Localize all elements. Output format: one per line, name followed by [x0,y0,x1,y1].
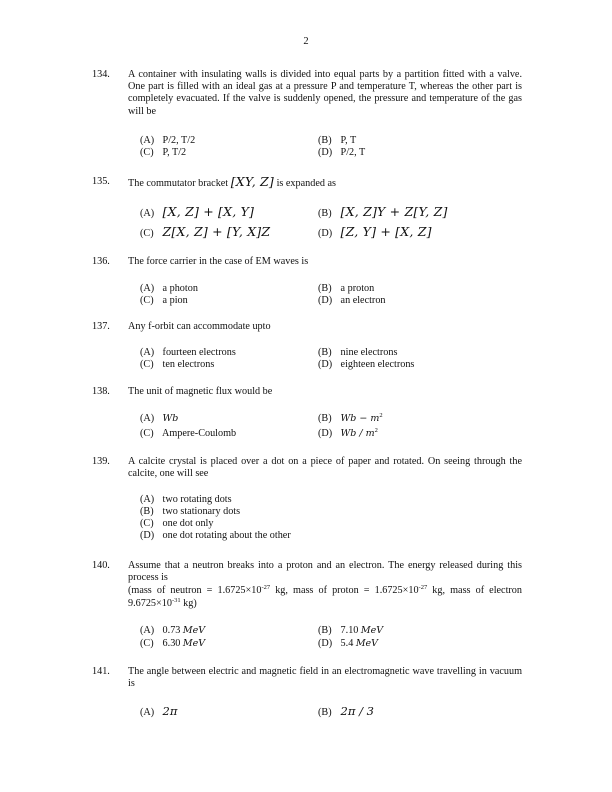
question-135 [92,176,522,190]
option-b[interactable] [318,625,383,637]
option-text: P/2, T [340,147,366,158]
question-text: A calcite crystal is placed over a dot on a piece of paper and rotated. On seeing through the calcite, one will see [128,456,522,480]
question-text: A container with insulating walls is divided into equal parts by a partition fitted with a valve. One part is filled with an ideal gas at a pressure P and temperature T, whereas the other part is completely evacuated. If the valve is suddenly opened, the pressure and temperature of the gas will be [128,69,522,117]
option-c[interactable] [140,226,270,240]
option-text: Wb / m [340,428,375,439]
question-number: 139. [92,456,110,467]
option-text: Ampere-Coulomb [161,428,237,439]
option-label: (C) [140,638,154,649]
commutator-expression: [XY, Z] [230,174,275,189]
option-label: (B) [318,413,332,424]
option-text: a proton [340,283,375,294]
option-value: 0.73 [162,625,181,636]
option-c[interactable] [140,428,236,440]
option-text: ten electrons [162,359,215,370]
question-number: 140. [92,560,110,571]
option-text: a photon [162,283,198,294]
option-label: (C) [140,147,154,158]
option-text: [Z, Y] + [X, Z] [340,224,432,239]
option-d[interactable] [140,530,291,542]
option-b[interactable] [140,506,240,518]
option-unit: MeV [360,625,384,636]
option-text: an electron [340,295,386,306]
option-d[interactable] [318,359,414,371]
exponent: 2 [379,412,383,419]
option-label: (D) [318,295,333,306]
question-number: 134. [92,69,110,80]
option-label: (C) [140,228,154,239]
option-c[interactable] [140,359,214,371]
option-label: (B) [318,347,332,358]
option-text: fourteen electrons [162,347,236,358]
option-b[interactable] [318,206,448,220]
option-text: nine electrons [340,347,398,358]
option-a[interactable] [140,135,195,147]
option-a[interactable] [140,705,177,719]
option-b[interactable] [318,135,356,147]
question-number: 138. [92,386,110,397]
option-text: one dot only [162,518,214,529]
option-d[interactable] [318,428,378,440]
option-d[interactable] [318,147,365,159]
option-text: [X, Z]Y + Z[Y, Z] [340,204,448,219]
question-text: The force carrier in the case of EM waves is [128,256,309,267]
option-label: (D) [318,228,333,239]
option-c[interactable] [140,295,188,307]
option-label: (B) [318,208,332,219]
option-a[interactable] [140,625,205,637]
option-text: a pion [162,295,188,306]
option-text: [X, Z] + [X, Y] [162,204,255,219]
mass-text: (mass of neutron = 1.6725×10 [128,585,262,597]
question-text: The angle between electric and magnetic field in an electromagnetic wave travelling in vacuum is [128,666,522,690]
option-value: 5.4 [340,638,354,649]
option-text: 2π [162,704,178,718]
option-text: P, T [340,135,357,146]
option-label: (B) [318,625,332,636]
option-text: two rotating dots [162,494,232,505]
option-unit: MeV [355,638,379,649]
question-number: 136. [92,256,110,267]
question-text [128,176,522,190]
option-text: Wb − m [340,413,380,424]
option-label: (C) [140,359,154,370]
option-label: (B) [318,283,332,294]
option-label: (C) [140,295,154,306]
question-text-part: is expanded as [274,178,336,189]
exponent: -27 [261,584,271,592]
option-label: (A) [140,208,155,219]
option-b[interactable] [318,347,397,359]
option-label: (C) [140,518,154,529]
exponent: 2 [374,427,378,434]
mass-text: kg) [180,597,197,609]
option-label: (A) [140,283,155,294]
question-141 [92,666,522,690]
option-a[interactable] [140,283,198,295]
option-b[interactable] [318,413,383,425]
option-value: 6.30 [162,638,181,649]
question-136 [92,256,522,268]
option-unit: MeV [182,625,206,636]
exponent: -27 [418,584,428,592]
option-label: (D) [318,428,333,439]
question-text-part: The commutator bracket [128,178,231,189]
option-label: (A) [140,347,155,358]
option-text: 2π / 3 [340,704,374,718]
exponent: -31 [171,596,181,604]
option-label: (D) [318,147,333,158]
option-value: 7.10 [340,625,359,636]
option-label: (B) [140,506,154,517]
question-text: The unit of magnetic flux would be [128,386,273,397]
option-text: P, T/2 [162,147,187,158]
option-d[interactable] [318,226,432,240]
option-d[interactable] [318,295,386,307]
option-label: (D) [140,530,155,541]
question-text-line: Assume that a neutron breaks into a proton and an electron. The energy released during this process is [128,560,522,584]
option-a[interactable] [140,413,178,425]
option-label: (A) [140,625,155,636]
option-label: (A) [140,494,155,505]
option-label: (D) [318,359,333,370]
option-label: (D) [318,638,333,649]
option-text: Z[X, Z] + [Y, X]Z [162,224,271,239]
option-c[interactable] [140,147,186,159]
mass-text: kg, mass of proton = 1.6725×10 [270,585,419,597]
option-a[interactable] [140,206,254,220]
option-text: P/2, T/2 [162,135,196,146]
mass-text: kg, mass of electron 9.6725×10 [128,585,522,609]
option-label: (A) [140,707,155,718]
option-text: Wb [162,413,179,424]
option-d[interactable] [318,638,378,650]
question-138 [92,386,522,398]
option-c[interactable] [140,638,205,650]
option-text: eighteen electrons [340,359,415,370]
option-unit: MeV [182,638,206,649]
page-number: 2 [303,36,309,47]
question-text [128,560,522,610]
option-b[interactable] [318,705,374,719]
question-134 [92,69,522,118]
option-label: (A) [140,413,155,424]
option-b[interactable] [318,283,374,295]
question-text: Any f-orbit can accommodate upto [128,321,271,332]
option-label: (C) [140,428,154,439]
option-c[interactable] [140,518,213,530]
option-text: one dot rotating about the other [162,530,291,541]
option-a[interactable] [140,494,232,506]
option-text: two stationary dots [162,506,241,517]
question-137 [92,321,522,333]
option-label: (B) [318,135,332,146]
option-label: (B) [318,707,332,718]
question-140 [92,560,522,610]
question-number: 135. [92,176,110,187]
option-a[interactable] [140,347,236,359]
option-label: (A) [140,135,155,146]
mass-data [128,585,522,609]
question-139 [92,456,522,480]
question-number: 137. [92,321,110,332]
question-number: 141. [92,666,110,677]
